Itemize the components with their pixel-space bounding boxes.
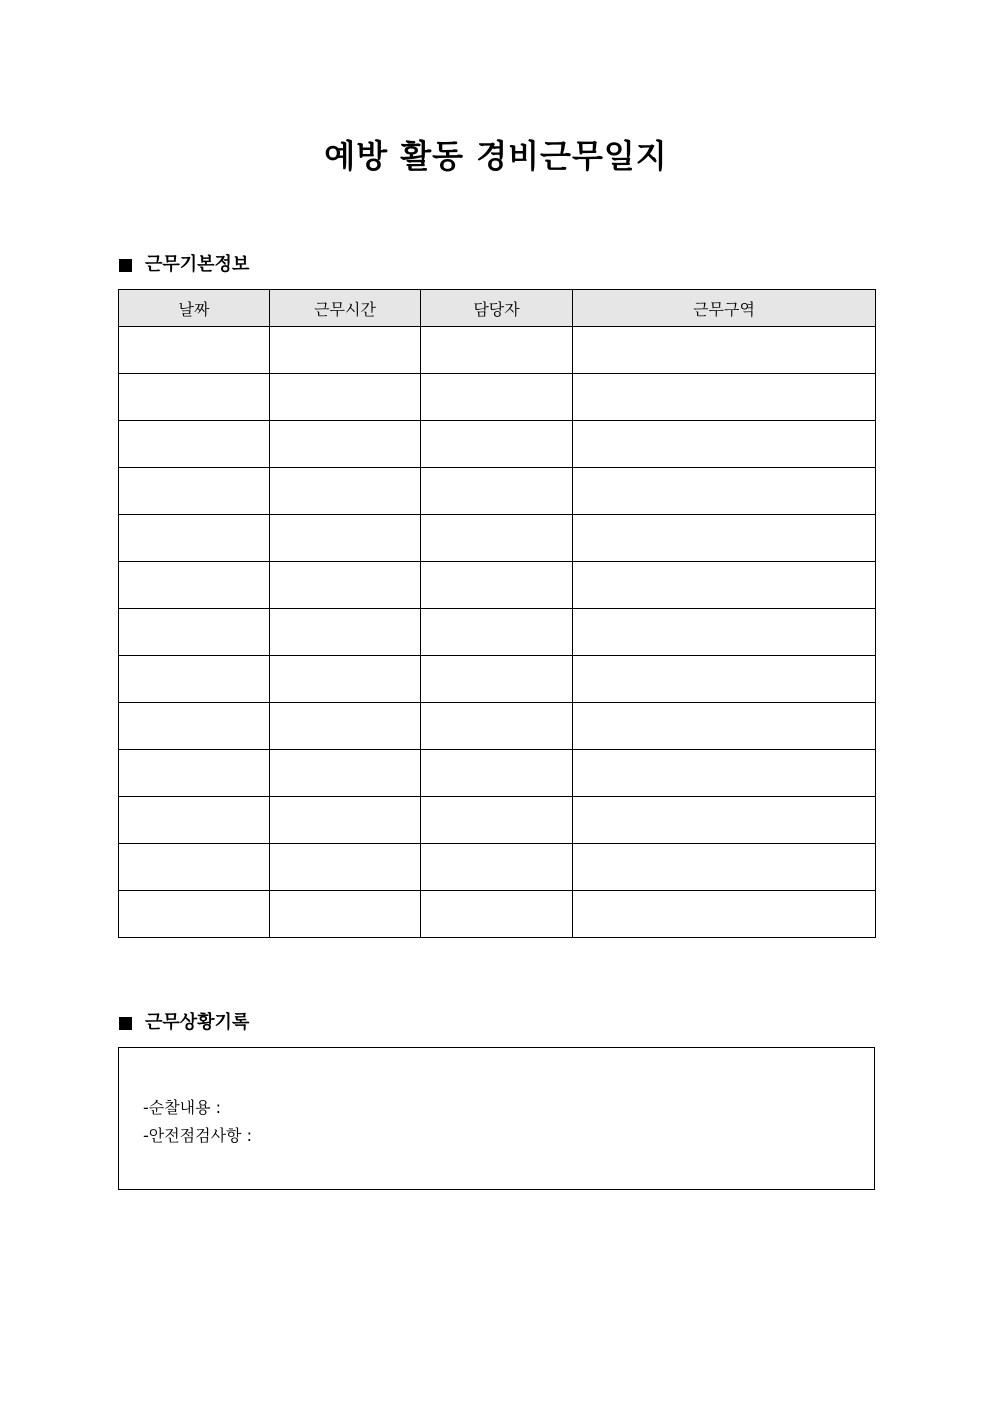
- work-hours-cell[interactable]: [270, 797, 421, 844]
- person-in-charge-cell[interactable]: [421, 797, 573, 844]
- date-cell[interactable]: [119, 844, 270, 891]
- work-area-cell[interactable]: [573, 891, 876, 938]
- table-row: [119, 562, 876, 609]
- work-hours-cell[interactable]: [270, 468, 421, 515]
- person-in-charge-cell[interactable]: [421, 374, 573, 421]
- column-header-work-hours: 근무시간: [270, 290, 421, 327]
- work-area-cell[interactable]: [573, 421, 876, 468]
- patrol-content-label: -순찰내용 :: [143, 1098, 222, 1117]
- column-header-person-in-charge: 담당자: [421, 290, 573, 327]
- section-heading-work-record: [119, 1010, 249, 1036]
- work-hours-cell[interactable]: [270, 374, 421, 421]
- work-record-box[interactable]: [118, 1047, 875, 1190]
- date-cell[interactable]: [119, 515, 270, 562]
- work-area-cell[interactable]: [573, 750, 876, 797]
- table-row: [119, 609, 876, 656]
- work-hours-cell[interactable]: [270, 750, 421, 797]
- work-area-cell[interactable]: [573, 844, 876, 891]
- date-cell[interactable]: [119, 609, 270, 656]
- person-in-charge-cell[interactable]: [421, 844, 573, 891]
- section-heading-basic-info: [119, 252, 249, 278]
- work-hours-cell[interactable]: [270, 656, 421, 703]
- shift-info-table: [118, 289, 876, 938]
- date-cell[interactable]: [119, 703, 270, 750]
- table-row: [119, 515, 876, 562]
- work-area-cell[interactable]: [573, 327, 876, 374]
- table-row: [119, 750, 876, 797]
- date-cell[interactable]: [119, 468, 270, 515]
- column-header-work-area: 근무구역: [573, 290, 876, 327]
- person-in-charge-cell[interactable]: [421, 468, 573, 515]
- date-cell[interactable]: [119, 797, 270, 844]
- work-area-cell[interactable]: [573, 703, 876, 750]
- section-heading-label: 근무상황기록: [145, 1012, 250, 1033]
- work-hours-cell[interactable]: [270, 703, 421, 750]
- work-hours-cell[interactable]: [270, 327, 421, 374]
- person-in-charge-cell[interactable]: [421, 562, 573, 609]
- date-cell[interactable]: [119, 656, 270, 703]
- square-bullet-icon: [119, 259, 132, 272]
- table-row: [119, 374, 876, 421]
- table-row: [119, 421, 876, 468]
- table-body: [119, 327, 876, 938]
- date-cell[interactable]: [119, 374, 270, 421]
- work-area-cell[interactable]: [573, 468, 876, 515]
- work-area-cell[interactable]: [573, 562, 876, 609]
- work-area-cell[interactable]: [573, 609, 876, 656]
- person-in-charge-cell[interactable]: [421, 421, 573, 468]
- date-cell[interactable]: [119, 750, 270, 797]
- work-hours-cell[interactable]: [270, 844, 421, 891]
- work-hours-cell[interactable]: [270, 609, 421, 656]
- table-row: [119, 891, 876, 938]
- work-area-cell[interactable]: [573, 797, 876, 844]
- work-hours-cell[interactable]: [270, 891, 421, 938]
- table-row: [119, 468, 876, 515]
- work-hours-cell[interactable]: [270, 562, 421, 609]
- person-in-charge-cell[interactable]: [421, 703, 573, 750]
- date-cell[interactable]: [119, 327, 270, 374]
- person-in-charge-cell[interactable]: [421, 609, 573, 656]
- work-area-cell[interactable]: [573, 374, 876, 421]
- person-in-charge-cell[interactable]: [421, 656, 573, 703]
- section-heading-label: 근무기본정보: [145, 254, 250, 275]
- table-row: [119, 844, 876, 891]
- work-hours-cell[interactable]: [270, 515, 421, 562]
- table-row: [119, 656, 876, 703]
- table-row: [119, 703, 876, 750]
- date-cell[interactable]: [119, 562, 270, 609]
- date-cell[interactable]: [119, 421, 270, 468]
- table-row: [119, 797, 876, 844]
- person-in-charge-cell[interactable]: [421, 515, 573, 562]
- person-in-charge-cell[interactable]: [421, 891, 573, 938]
- square-bullet-icon: [119, 1017, 132, 1030]
- table-header-row: [119, 290, 876, 327]
- document-title: 예방 활동 경비근무일지: [324, 137, 668, 175]
- work-hours-cell[interactable]: [270, 421, 421, 468]
- table-row: [119, 327, 876, 374]
- safety-check-label: -안전점검사항 :: [143, 1126, 252, 1145]
- person-in-charge-cell[interactable]: [421, 327, 573, 374]
- person-in-charge-cell[interactable]: [421, 750, 573, 797]
- column-header-date: 날짜: [119, 290, 270, 327]
- work-area-cell[interactable]: [573, 656, 876, 703]
- date-cell[interactable]: [119, 891, 270, 938]
- work-area-cell[interactable]: [573, 515, 876, 562]
